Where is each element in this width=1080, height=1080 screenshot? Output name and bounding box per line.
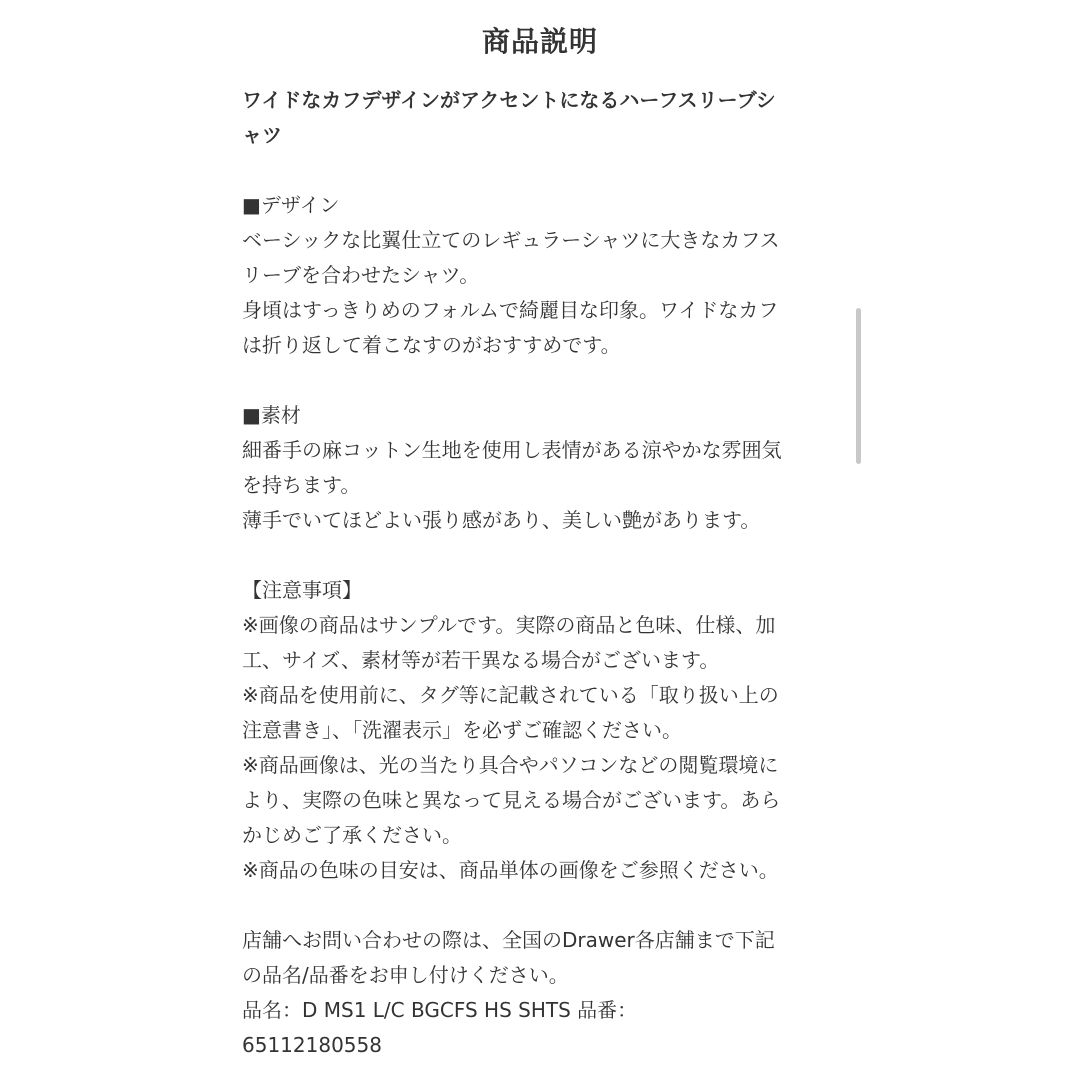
material-heading: ■素材 [242, 403, 301, 427]
contact-line: 店舗へお問い合わせの際は、全国のDrawer各店舗まで下記 [242, 928, 775, 952]
notes-line: ※商品を使用前に、タグ等に記載されている「取り扱い上の [242, 683, 779, 707]
notes-line: より、実際の色味と異なって見える場合がございます。あら [242, 788, 781, 812]
notes-line: 工、サイズ、素材等が若干異なる場合がございます。 [242, 648, 720, 672]
lead-line: ャツ [242, 123, 282, 147]
notes-line: 注意書き」、「洗濯表示」を必ずご確認ください。 [242, 718, 682, 742]
material-line: を持ちます。 [242, 473, 361, 497]
notes-line: かじめご了承ください。 [242, 823, 462, 847]
spacer [242, 363, 834, 398]
spacer [242, 153, 834, 188]
spacer [242, 888, 834, 923]
page-title: 商品説明 [481, 25, 598, 58]
design-heading: ■デザイン [242, 193, 340, 217]
product-number-line: 65112180558 [242, 1033, 382, 1057]
notes-line: ※商品画像は、光の当たり具合やパソコンなどの閲覧環境に [242, 753, 779, 777]
vertical-scrollbar[interactable] [856, 308, 861, 464]
design-line: は折り返して着こなすのがおすすめです。 [242, 333, 621, 357]
design-line: ベーシックな比翼仕立てのレギュラーシャツに大きなカフス [242, 228, 780, 252]
spacer [242, 538, 834, 573]
notes-heading: 【注意事項】 [242, 578, 362, 602]
description-body [242, 83, 834, 1063]
design-line: 身頃はすっきりめのフォルムで綺麗目な印象。ワイドなカフ [242, 298, 779, 322]
product-name-line: 品名：D MS1 L/C BGCFS HS SHTS 品番： [242, 998, 638, 1022]
material-line: 細番手の麻コットン生地を使用し表情がある涼やかな雰囲気 [242, 438, 782, 462]
notes-line: ※画像の商品はサンプルです。実際の商品と色味、仕様、加 [242, 613, 776, 637]
notes-line: ※商品の色味の目安は、商品単体の画像をご参照ください。 [242, 858, 779, 882]
contact-line: の品名/品番をお申し付けください。 [242, 963, 569, 987]
lead-line: ワイドなカフデザインがアクセントになるハーフスリーブシ [242, 88, 776, 112]
design-line: リーブを合わせたシャツ。 [242, 263, 480, 287]
material-line: 薄手でいてほどよい張り感があり、美しい艶があります。 [242, 508, 761, 532]
